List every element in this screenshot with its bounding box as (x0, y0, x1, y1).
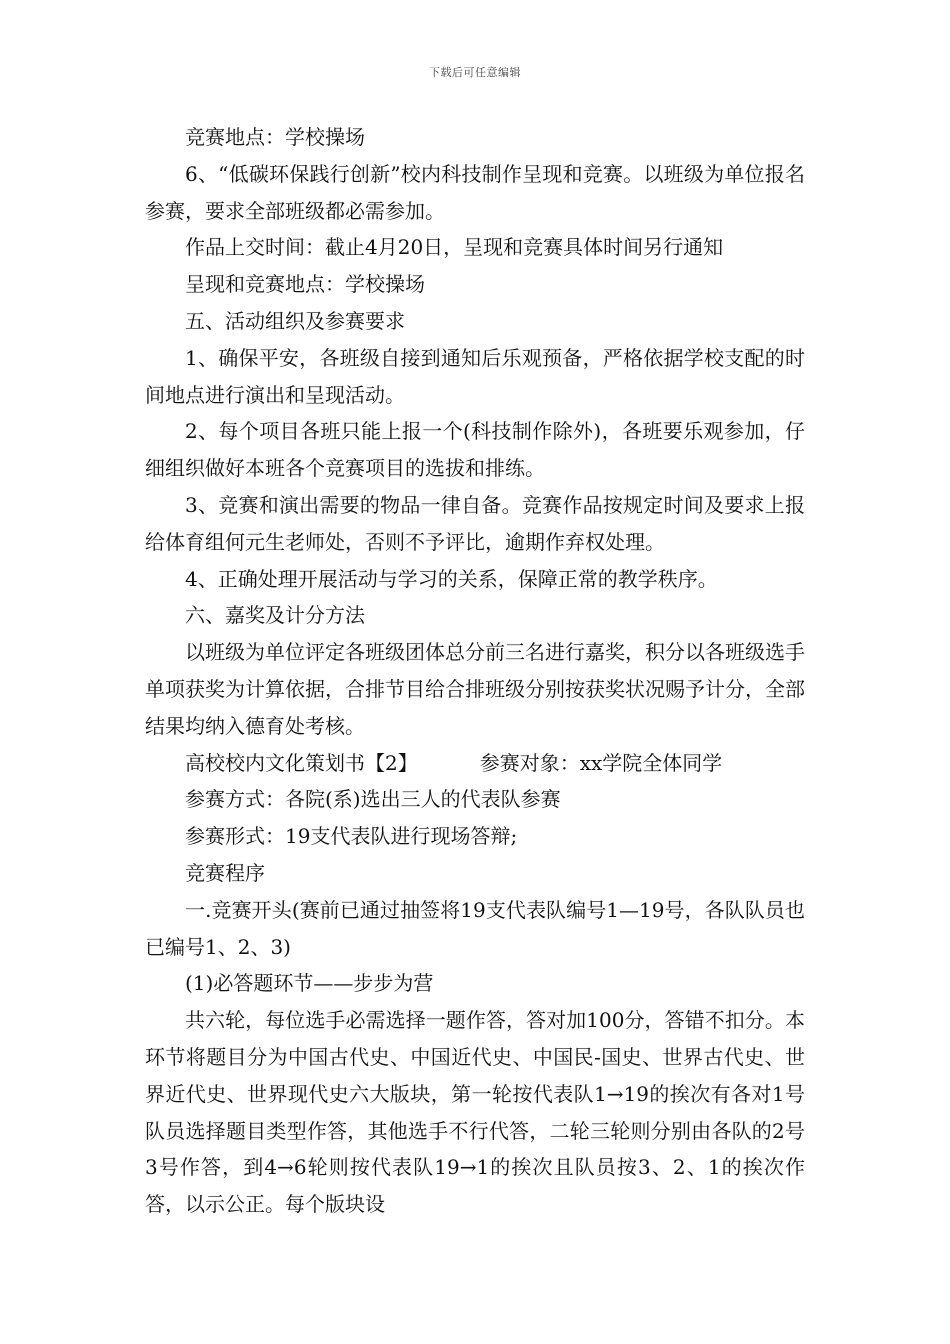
paragraph: 参赛方式：各院(系)选出三人的代表队参赛 (185, 787, 561, 812)
title-line (145, 745, 805, 782)
paragraph: 参赛形式：19支代表队进行现场答辩; (185, 824, 518, 849)
paragraph: 6、“低碳环保践行创新”校内科技制作呈现和竞赛。以班级为单位报名参赛，要求全部班级都必需参加。 (145, 161, 805, 223)
document-title: 高校校内文化策划书【2】 (185, 750, 418, 775)
section-heading: 竞赛程序 (185, 860, 265, 885)
paragraph: 2、每个项目各班只能上报一个(科技制作除外)，各班要乐观参加，仔细组织做好本班各个竞赛项目的选拔和排练。 (145, 419, 805, 481)
paragraph: (1)必答题环节——步步为营 (185, 971, 434, 996)
participants-text: 参赛对象：xx学院全体同学 (479, 750, 723, 775)
paragraph: 竞赛地点：学校操场 (185, 125, 365, 149)
paragraph: 作品上交时间：截止4月20日，呈现和竞赛具体时间另行通知 (185, 235, 724, 260)
paragraph: 1、确保平安，各班级自接到通知后乐观预备，严格依据学校支配的时间地点进行演出和呈现活动。 (145, 345, 805, 407)
paragraph: 共六轮，每位选手必需选择一题作答，答对加100分，答错不扣分。本环节将题目分为中国古代史、中国近代史、中国民-国史、世界古代史、世界近代史、世界现代史六大版块，第一轮按代表队1→19的挨次有各对1号队员选择题目类型作答，其他选手不行代答，二轮三轮则分别由各队的2号3号作答，到4→6轮则按代表队19→1的挨次且队员按3、2、1的挨次作答，以示公正。每个版块设 (145, 1008, 805, 1217)
page-header-note: 下载后可任意编辑 (429, 66, 521, 79)
section-heading: 五、活动组织及参赛要求 (185, 308, 405, 333)
document-body (145, 119, 805, 1223)
paragraph: 以班级为单位评定各班级团体总分前三名进行嘉奖，积分以各班级选手单项获奖为计算依据，合排节目给合排班级分别按获奖状况赐予计分，全部结果均纳入德育处考核。 (145, 640, 805, 738)
paragraph: 4、正确处理开展活动与学习的关系，保障正常的教学秩序。 (185, 566, 718, 591)
section-heading: 六、嘉奖及计分方法 (185, 603, 365, 628)
paragraph: 一.竞赛开头(赛前已通过抽签将19支代表队编号1—19号，各队队员也已编号1、2、3) (145, 897, 805, 959)
paragraph: 3、竞赛和演出需要的物品一律自备。竞赛作品按规定时间及要求上报给体育组何元生老师处，否则不予评比，逾期作弃权处理。 (145, 492, 805, 554)
paragraph: 呈现和竞赛地点：学校操场 (185, 272, 425, 297)
